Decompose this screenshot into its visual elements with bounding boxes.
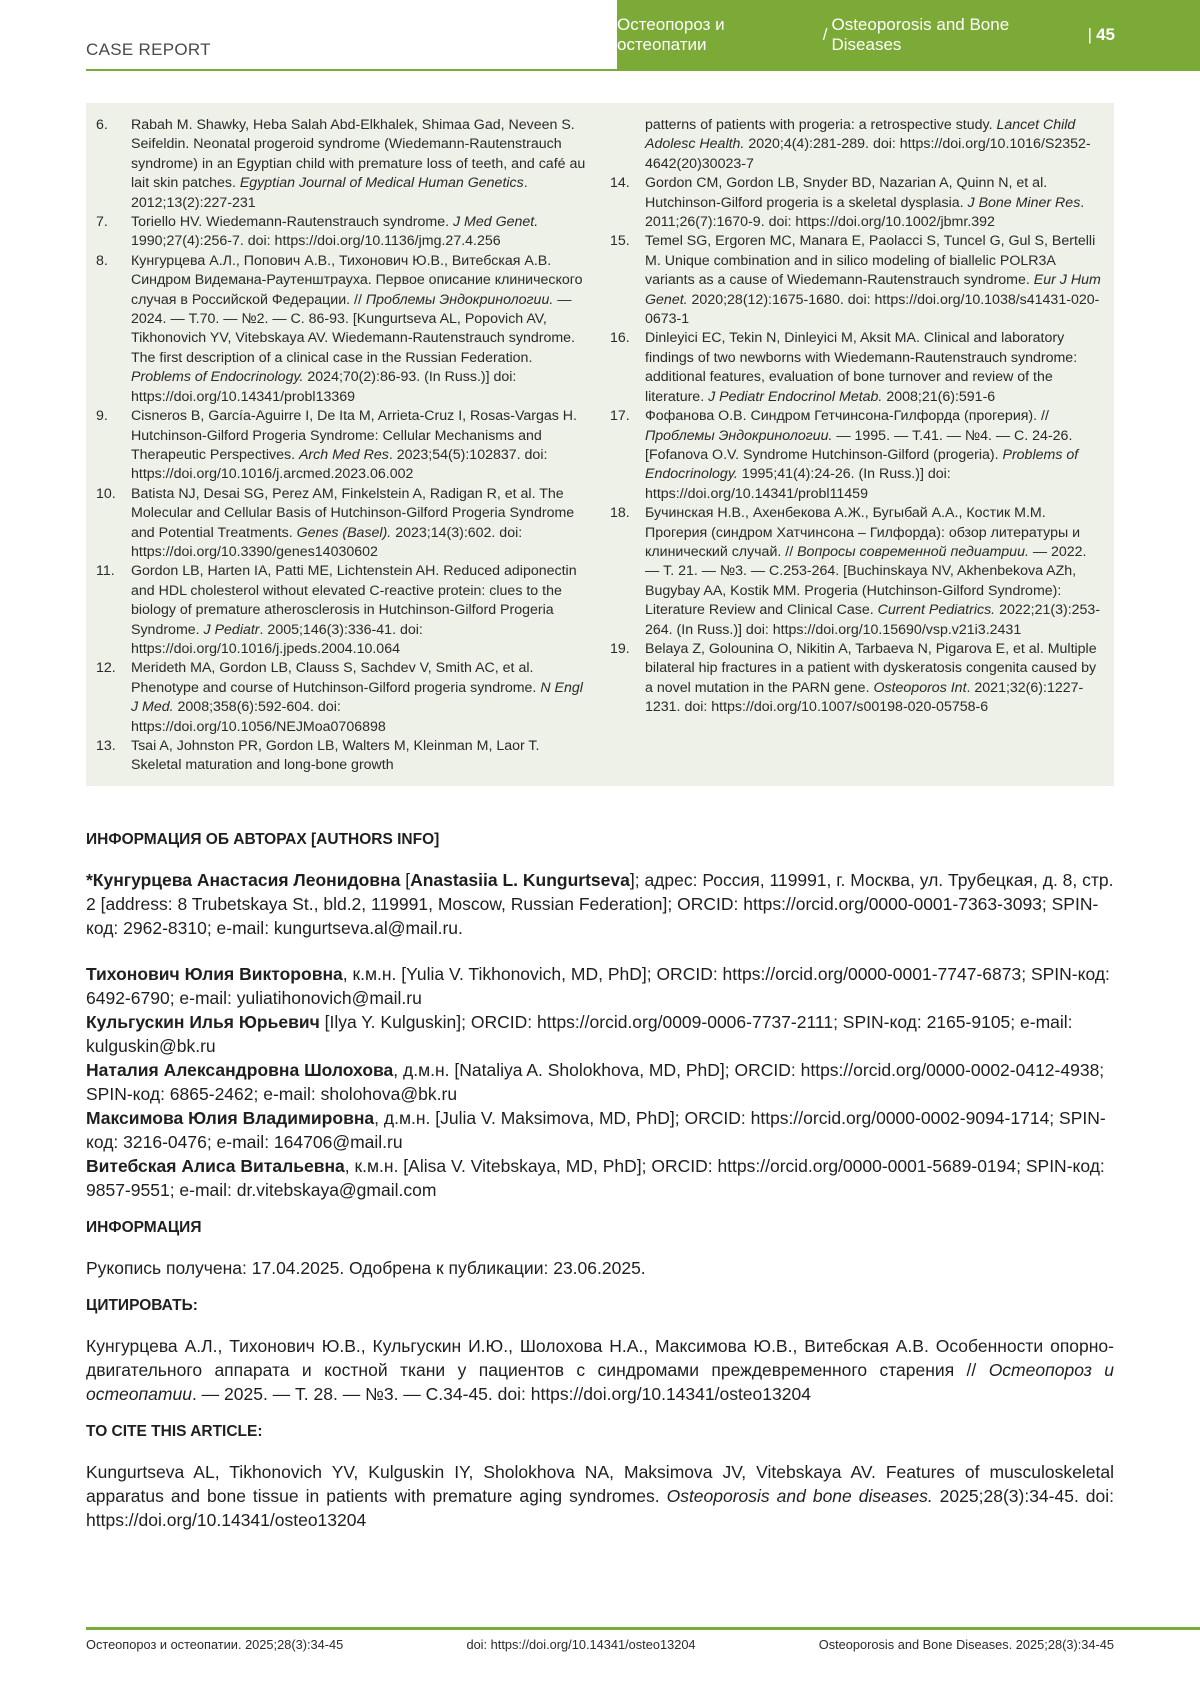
author-1: *Кунгурцева Анастасия Леонидовна [Anastasiia L. Kungurtseva]; адрес: Россия, 119991, г. Москва, ул. Трубецкая, д. 8, стр. 2 [address: 8 Trubetskaya St., bld.2, 119991, Moscow, Russian Federation]; ORCID: https://orcid.org/0000-0001-7363-3093; SPIN-код: 2962-8310; e-mail: kungurtseva.al@mail.ru. <box>86 870 1114 938</box>
reference-text: Batista NJ, Desai SG, Perez AM, Finkelstein A, Radigan R, et al. The Molecular and Cellular Basis of Hutchinson-Gilford Progeria Syndrome and Potential Treatments. Genes (Basel). 2023;14(3):602. doi: https://doi.org/10.3390/genes14030602 <box>131 485 575 560</box>
reference-item <box>96 252 590 407</box>
footer-doi: doi: https://doi.org/10.14341/osteo13204 <box>466 1637 696 1652</box>
author-4 <box>86 1058 1114 1106</box>
reference-text: Dinleyici EC, Tekin N, Dinleyici M, Aksit MA. Clinical and laboratory findings of two newborns with Wiedemann-Rautenstrauch syndrome: additional features, evaluation of bone turnover and review of the literature. J Pediatr Endocrinol Metab. 2008;21(6):591-6 <box>645 330 1078 405</box>
reference-number: 13. <box>96 738 116 754</box>
journal-title-en: Osteoporosis and Bone Diseases <box>831 15 1010 54</box>
reference-text: Gordon LB, Harten IA, Patti ME, Lichtenstein AH. Reduced adiponectin and HDL cholesterol without elevated C-reactive protein: clues to the biology of premature atherosclerosis in Hutchinson-Gilford Progeria Syndrome. J Pediatr. 2005;146(3):336-41. doi: https://doi.org/10.1016/j.jpeds.2004.10.064 <box>131 563 577 657</box>
reference-number: 12. <box>96 660 116 677</box>
reference-text: Бучинская Н.В., Ахенбекова А.Ж., Бугыбай А.А., Костик М.М. Прогерия (синдром Хатчинсона – Гилфорда): обзор литературы и клинический случай. // Вопросы современной педиатрии. — 2022. — Т. 21. — №3. — С.253-264. [Buchinskaya NV, Akhenbekova AZh, Bugybay AA, Kostik MM. Progeria (Hutchinson-Gilford Syndrome): Literature Review and Clinical Case. Current Pediatrics. 2022;21(3):253-264. (In Russ.)] doi: https://doi.org/10.15690/vsp.v21i3.2431 <box>645 505 1101 638</box>
reference-item <box>96 116 590 213</box>
reference-list <box>86 103 1114 786</box>
reference-number: 11. <box>96 563 115 580</box>
reference-item <box>96 485 590 563</box>
page-separator: | <box>1087 25 1093 44</box>
reference-item <box>96 659 590 737</box>
reference-number: 18. <box>610 505 630 522</box>
author-4-name: Наталия Александровна Шолохова <box>86 1060 394 1080</box>
reference-item <box>96 213 590 252</box>
reference-number: 16. <box>610 330 630 347</box>
footer-journal-en: Osteoporosis and Bone Diseases. 2025;28(3):34-45 <box>818 1637 1114 1652</box>
reference-number: 17. <box>610 408 630 425</box>
reference-number: 15. <box>610 233 630 250</box>
reference-number: 14. <box>610 175 630 192</box>
author-2 <box>86 962 1114 1010</box>
author-6-details: , к.м.н. [Alisa V. Vitebskaya, MD, PhD]; ORCID: https://orcid.org/0000-0001-5689-0194; SPIN-код: 9857-9551; e-mail: dr.vitebskaya@gmail.com <box>86 1156 1105 1200</box>
reference-number: 19. <box>610 640 630 657</box>
authors-heading: ИНФОРМАЦИЯ ОБ АВТОРАХ [AUTHORS INFO] <box>86 831 440 848</box>
cite-ru-heading: ЦИТИРОВАТЬ: <box>86 1297 198 1314</box>
reference-text: Кунгурцева А.Л., Попович А.В., Тихонович Ю.В., Витебская А.В. Синдром Видемана-Раутенштрауха. Первое описание клинического случая в Российской Федерации. // Проблемы Эндокринологии. — 2024. — Т.70. — №2. — С. 86-93. [Kungurtseva AL, Popovich AV, Tikhonovich YV, Vitebskaya AV. Wiedemann-Rautenstrauch syndrome. The first description of a clinical case in the Russian Federation. Problems of Endocrinology. 2024;70(2):86-93. (In Russ.)] doi: https://doi.org/10.14341/probl13369 <box>131 252 583 405</box>
reference-item <box>610 232 1104 329</box>
reference-number: 8. <box>96 252 108 269</box>
reference-item <box>610 504 1104 640</box>
journal-header-band <box>617 0 1200 70</box>
footer-journal-ru: Остеопороз и остеопатии. 2025;28(3):34-45 <box>86 1637 344 1652</box>
cite-en-journal: Osteoporosis and bone diseases. <box>666 1486 933 1506</box>
article-info <box>86 828 1114 1532</box>
reference-text: Merideth MA, Gordon LB, Clauss S, Sachdev V, Smith AC, et al. Phenotype and course of Hutchinson-Gilford progeria syndrome. N Engl J Med. 2008;358(6):592-604. doi: https://doi.org/10.1056/NEJMoa0706898 <box>131 660 583 735</box>
info-text: Рукопись получена: 17.04.2025. Одобрена к публикации: 23.06.2025. <box>86 1258 646 1278</box>
author-6 <box>86 1154 1114 1202</box>
author-1-details: ]; адрес: Россия, 119991, г. Москва, ул. Трубецкая, д. 8, стр. 2 [address: 8 Trubetskaya St., bld.2, 119991, Moscow, Russian Federation]; ORCID: https://orcid.org/0000-0001-7363-3093; SPIN-код: 2962-8310; e-mail: kungurtseva.al@mail.ru. <box>86 870 1114 938</box>
reference-item <box>96 562 590 659</box>
reference-text: Фофанова О.В. Синдром Гетчинсона-Гилфорда (прогерия). // Проблемы Эндокринологии. — 1995. — Т.41. — №4. — С. 24-26. [Fofanova O.V. Syndrome Hutchinson-Gilford (progeria). Problems of Endocrinology. 1995;41(4):24-26. (In Russ.)] doi: https://doi.org/10.14341/probl11459 <box>645 408 1079 502</box>
reference-text: Temel SG, Ergoren MC, Manara E, Paolacci S, Tuncel G, Gul S, Bertelli M. Unique combination and in silico modeling of biallelic POLR3A variants as a cause of Wiedemann-Rautenstrauch syndrome. Eur J Hum Genet. 2020;28(12):1675-1680. doi: https://doi.org/10.1038/s41431-020-0673-1 <box>645 233 1101 328</box>
cite-ru-text: Кунгурцева А.Л., Тихонович Ю.В., Кульгускин И.Ю., Шолохова Н.А., Максимова Ю.В., Витебская А.В. Особенности опорно-двигательного аппарата и костной ткани у пациентов с синдромами преждевременного старения // Остеопороз и остеопатии. — 2025. — Т. 28. — №3. — С.34-45. doi: https://doi.org/10.14341/osteo13204 <box>86 1336 1114 1404</box>
reference-column-right <box>610 116 1104 786</box>
cite-en-text: Kungurtseva AL, Tikhonovich YV, Kulguskin IY, Sholokhova NA, Maksimova JV, Vitebskaya AV. Features of musculoskeletal apparatus and bone tissue in patients with premature aging syndromes. Osteoporosis and bone diseases. 2025;28(3):34-45. doi: https://doi.org/10.14341/osteo13204 <box>86 1462 1115 1530</box>
reference-number: 7. <box>96 214 108 231</box>
page-footer <box>86 1637 1114 1652</box>
author-5-details: , д.м.н. [Julia V. Maksimova, MD, PhD]; ORCID: https://orcid.org/0000-0002-9094-1714; SPIN-код: 3216-0476; e-mail: 164706@mail.ru <box>86 1108 1106 1152</box>
reference-item <box>610 329 1104 407</box>
reference-column-left <box>96 116 590 786</box>
author-4-details: , д.м.н. [Nataliya A. Sholokhova, MD, PhD]; ORCID: https://orcid.org/0000-0002-0412-4938; SPIN-код: 6865-2462; e-mail: sholohova@bk.ru <box>86 1060 1105 1104</box>
reference-text: Belaya Z, Golounina O, Nikitin A, Tarbaeva N, Pigarova E, et al. Multiple bilateral hip fractures in a patient with dyskeratosis congenita caused by a novel mutation in the PARN gene. Osteoporos Int. 2021;32(6):1227-1231. doi: https://doi.org/10.1007/s00198-020-05758-6 <box>645 640 1097 716</box>
reference-text: Rabah M. Shawky, Heba Salah Abd-Elkhalek, Shimaa Gad, Neveen S. Seifeldin. Neonatal progeroid syndrome (Wiedemann-Rautenstrauch syndrome) in an Egyptian child with premature loss of teeth, and café au lait skin patches. Egyptian Journal of Medical Human Genetics. 2012;13(2):227-231 <box>131 117 586 211</box>
header-separator: / <box>822 25 828 44</box>
reference-number: 6. <box>96 117 108 133</box>
author-3-name: Кульгускин Илья Юрьевич <box>86 1012 320 1032</box>
author-1-name-en: Anastasiia L. Kungurtseva <box>410 870 630 890</box>
reference-number: 9. <box>96 408 108 425</box>
reference-item <box>610 174 1104 232</box>
author-1-name-ru: *Кунгурцева Анастасия Леонидовна <box>86 870 401 890</box>
author-3 <box>86 1010 1114 1058</box>
cite-en-heading: TO CITE THIS ARTICLE: <box>86 1423 263 1440</box>
reference-item <box>610 640 1104 718</box>
author-5-name: Максимова Юлия Владимировна <box>86 1108 375 1128</box>
author-5 <box>86 1106 1114 1154</box>
footer-rule <box>86 1627 1200 1630</box>
header-rule <box>86 69 1200 71</box>
reference-item <box>96 737 590 776</box>
reference-item <box>96 407 590 485</box>
author-6-name: Витебская Алиса Витальевна <box>86 1156 345 1176</box>
reference-text: Toriello HV. Wiedemann-Rautenstrauch syndrome. J Med Genet. 1990;27(4):256-7. doi: https://doi.org/10.1136/jmg.27.4.256 <box>131 214 539 250</box>
reference-text: Tsai A, Johnston PR, Gordon LB, Walters M, Kleinman M, Laor T. Skeletal maturation and long-bone growth <box>131 738 540 774</box>
section-label: CASE REPORT <box>86 40 211 59</box>
author-3-details: [Ilya Y. Kulguskin]; ORCID: https://orcid.org/0009-0006-7737-2111; SPIN-код: 2165-9105; e-mail: kulguskin@bk.ru <box>86 1012 1073 1056</box>
reference-text: Cisneros B, García-Aguirre I, De Ita M, Arrieta-Cruz I, Rosas-Vargas H. Hutchinson-Gilford Progeria Syndrome: Cellular Mechanisms and Therapeutic Perspectives. Arch Med Res. 2023;54(5):102837. doi: https://doi.org/10.1016/j.arcmed.2023.06.002 <box>131 408 577 483</box>
author-2-name: Тихонович Юлия Викторовна <box>86 964 343 984</box>
reference-13-continuation: patterns of patients with progeria: a retrospective study. Lancet Child Adolesc Health. 2020;4(4):281-289. doi: https://doi.org/10.1016/S2352-4642(20)30023-7 <box>645 117 1091 172</box>
reference-list-right <box>610 174 1104 717</box>
author-2-details: , к.м.н. [Yulia V. Tikhonovich, MD, PhD]; ORCID: https://orcid.org/0000-0001-7747-6873; SPIN-код: 6492-6790; e-mail: yuliatihonovich@mail.ru <box>86 964 1110 1008</box>
reference-number: 10. <box>96 485 116 502</box>
cite-ru-journal: Остеопороз и остеопатии <box>86 1360 1114 1404</box>
reference-item <box>610 407 1104 504</box>
info-heading: ИНФОРМАЦИЯ <box>86 1219 202 1236</box>
reference-text: Gordon CM, Gordon LB, Snyder BD, Nazarian A, Quinn N, et al. Hutchinson-Gilford progeria is a skeletal dysplasia. J Bone Miner Res. 2011;26(7):1670-9. doi: https://doi.org/10.1002/jbmr.392 <box>645 175 1085 231</box>
page-number: 45 <box>1096 25 1115 44</box>
journal-title-ru: Остеопороз и остеопатии <box>616 15 725 54</box>
